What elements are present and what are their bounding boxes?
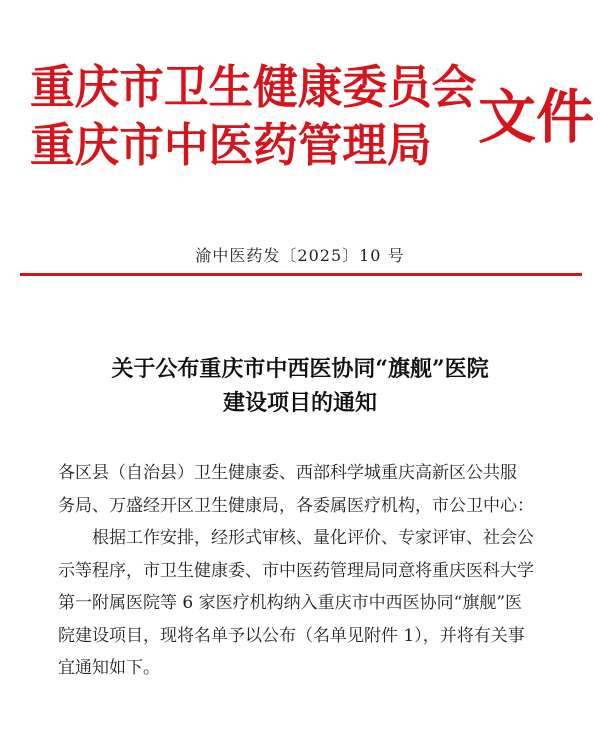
document-number: 渝中医药发〔2025〕10 号	[195, 246, 405, 265]
title-line-2: 建设项目的通知	[222, 390, 377, 416]
body-line-paragraph-3: 第一附属医院等 6 家医疗机构纳入重庆市中西医协同“旗舰”医	[58, 593, 523, 613]
title-line-1: 关于公布重庆市中西医协同“旗舰”医院	[111, 356, 489, 382]
body-line-paragraph-2: 示等程序，市卫生健康委、市中医药管理局同意将重庆医科大学	[58, 560, 534, 581]
issuer-line-tcm-bureau: 重庆市中医药管理局	[30, 118, 432, 172]
red-divider-line	[20, 273, 582, 276]
issuing-authorities	[30, 58, 477, 174]
body-line-paragraph-5: 宜通知如下。	[58, 658, 160, 678]
body-line-addressees-1: 各区县（自治县）卫生健康委、西部科学城重庆高新区公共服	[58, 463, 517, 483]
issuer-line-health-commission: 重庆市卫生健康委员会	[30, 60, 477, 114]
body-line-paragraph-4: 院建设项目，现将名单予以公布（名单见附件 1），并将有关事	[58, 625, 525, 646]
document-body	[58, 457, 578, 685]
body-line-addressees-2: 务局、万盛经开区卫生健康局，各委属医疗机构，市公卫中心：	[58, 495, 534, 516]
document-type-label: 文件	[478, 83, 595, 151]
document-title	[0, 352, 600, 420]
body-line-paragraph-1: 根据工作安排，经形式审核、量化评价、专家评审、社会公	[92, 528, 534, 548]
